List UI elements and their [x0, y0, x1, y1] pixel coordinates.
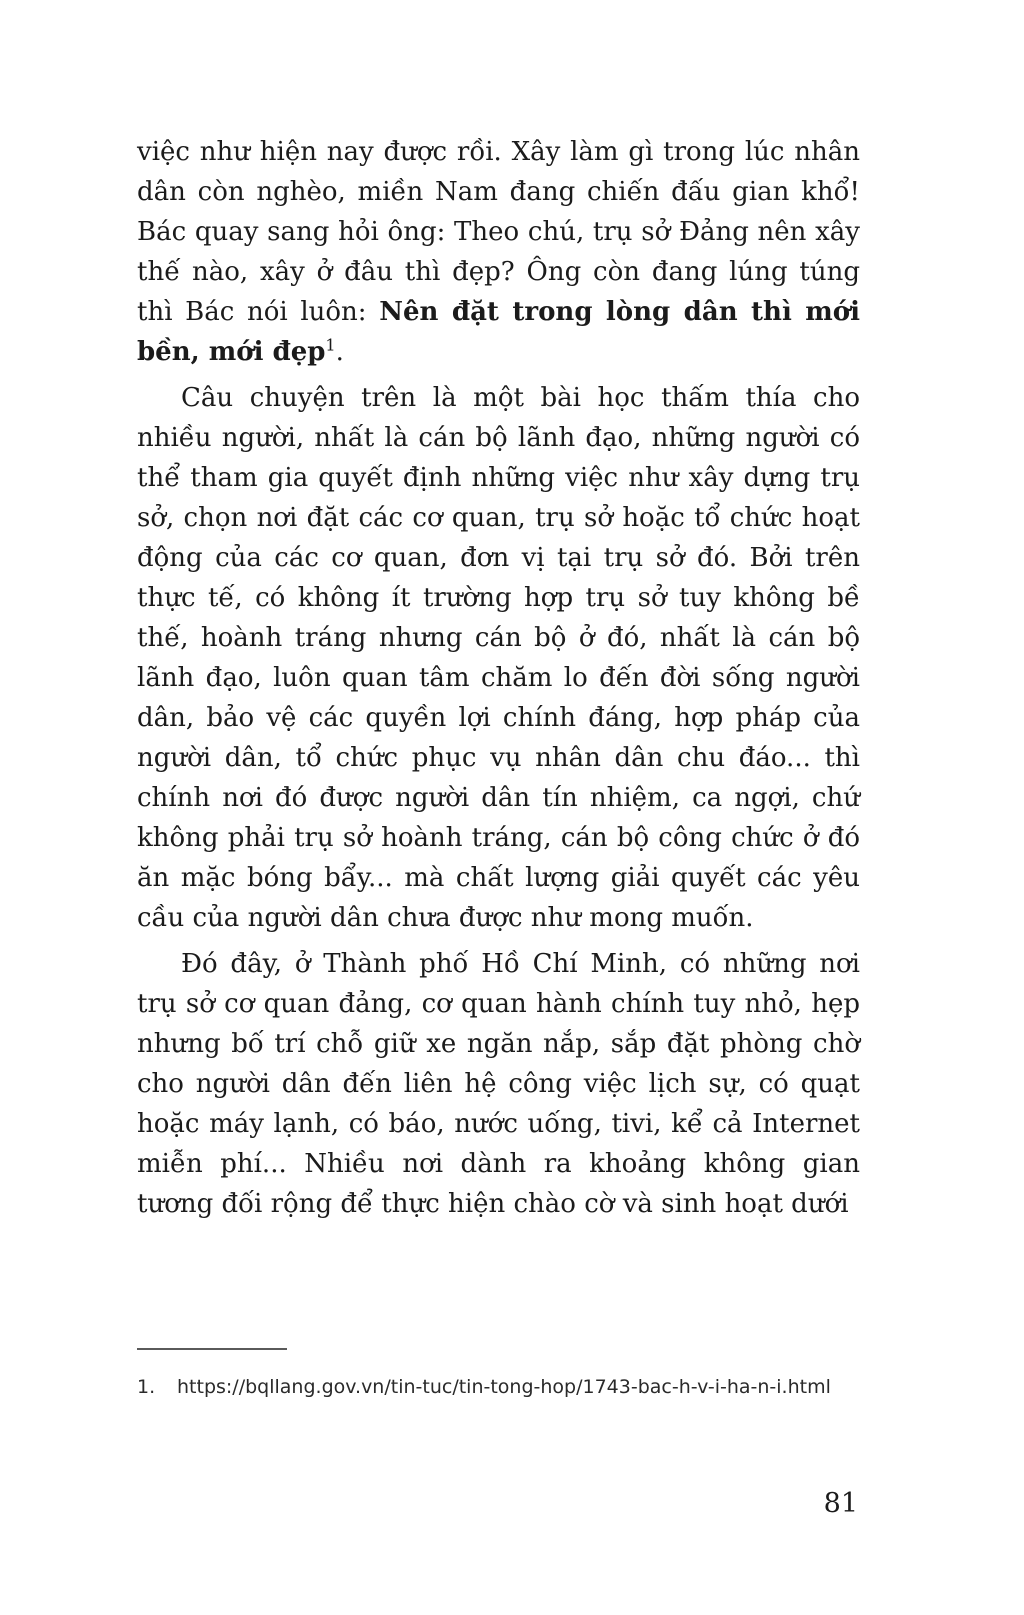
footnote-marker: 1.: [137, 1376, 156, 1398]
page-number: 81: [823, 1488, 858, 1519]
text-run: Đó đây, ở Thành phố Hồ Chí Minh, có những nơi trụ sở cơ quan đảng, cơ quan hành chính tuy nhỏ, hẹp nhưng bố trí chỗ giữ xe ngăn nắp, sắp đặt phòng chờ cho người dân đến liên hệ công việc lịch sự, có quạt hoặc máy lạnh, có báo, nước uống, tivi, kể cả Internet miễn phí... Nhiều nơi dành ra khoảng không gian tương đối rộng để thực hiện chào cờ và sinh hoạt dưới: [137, 949, 860, 1219]
emphasized-text: Nên đặt trong lòng dân thì mới bền, mới đẹp: [137, 297, 861, 367]
paragraphs: [137, 132, 860, 1224]
footnote-block: [137, 1348, 860, 1400]
text-run: việc như hiện nay được rồi. Xây làm gì trong lúc nhân dân còn nghèo, miền Nam đang chiến đấu gian khổ! Bác quay sang hỏi ông: Theo chú, trụ sở Đảng nên xây thế nào, xây ở đâu thì đẹp? Ông còn đang lúng túng thì Bác nói luôn:: [137, 137, 860, 327]
footnote-separator: [137, 1348, 287, 1350]
paragraph: [137, 132, 860, 372]
paragraph: [137, 944, 860, 1224]
footnote-reference: 1: [325, 335, 336, 355]
text-run: .: [335, 337, 344, 367]
footnote: [137, 1374, 860, 1400]
footnote-url: https://bqllang.gov.vn/tin-tuc/tin-tong-hop/1743-bac-h-v-i-ha-n-i.html: [177, 1376, 831, 1398]
paragraph: [137, 378, 860, 938]
text-run: Câu chuyện trên là một bài học thấm thía cho nhiều người, nhất là cán bộ lãnh đạo, những người có thể tham gia quyết định những việc như xây dựng trụ sở, chọn nơi đặt các cơ quan, trụ sở hoặc tổ chức hoạt động của các cơ quan, đơn vị tại trụ sở đó. Bởi trên thực tế, có không ít trường hợp trụ sở tuy không bề thế, hoành tráng nhưng cán bộ ở đó, nhất là cán bộ lãnh đạo, luôn quan tâm chăm lo đến đời sống người dân, bảo vệ các quyền lợi chính đáng, hợp pháp của người dân, tổ chức phục vụ nhân dân chu đáo... thì chính nơi đó được người dân tín nhiệm, ca ngợi, chứ không phải trụ sở hoành tráng, cán bộ công chức ở đó ăn mặc bóng bẩy... mà chất lượng giải quyết các yêu cầu của người dân chưa được như mong muốn.: [137, 383, 860, 933]
